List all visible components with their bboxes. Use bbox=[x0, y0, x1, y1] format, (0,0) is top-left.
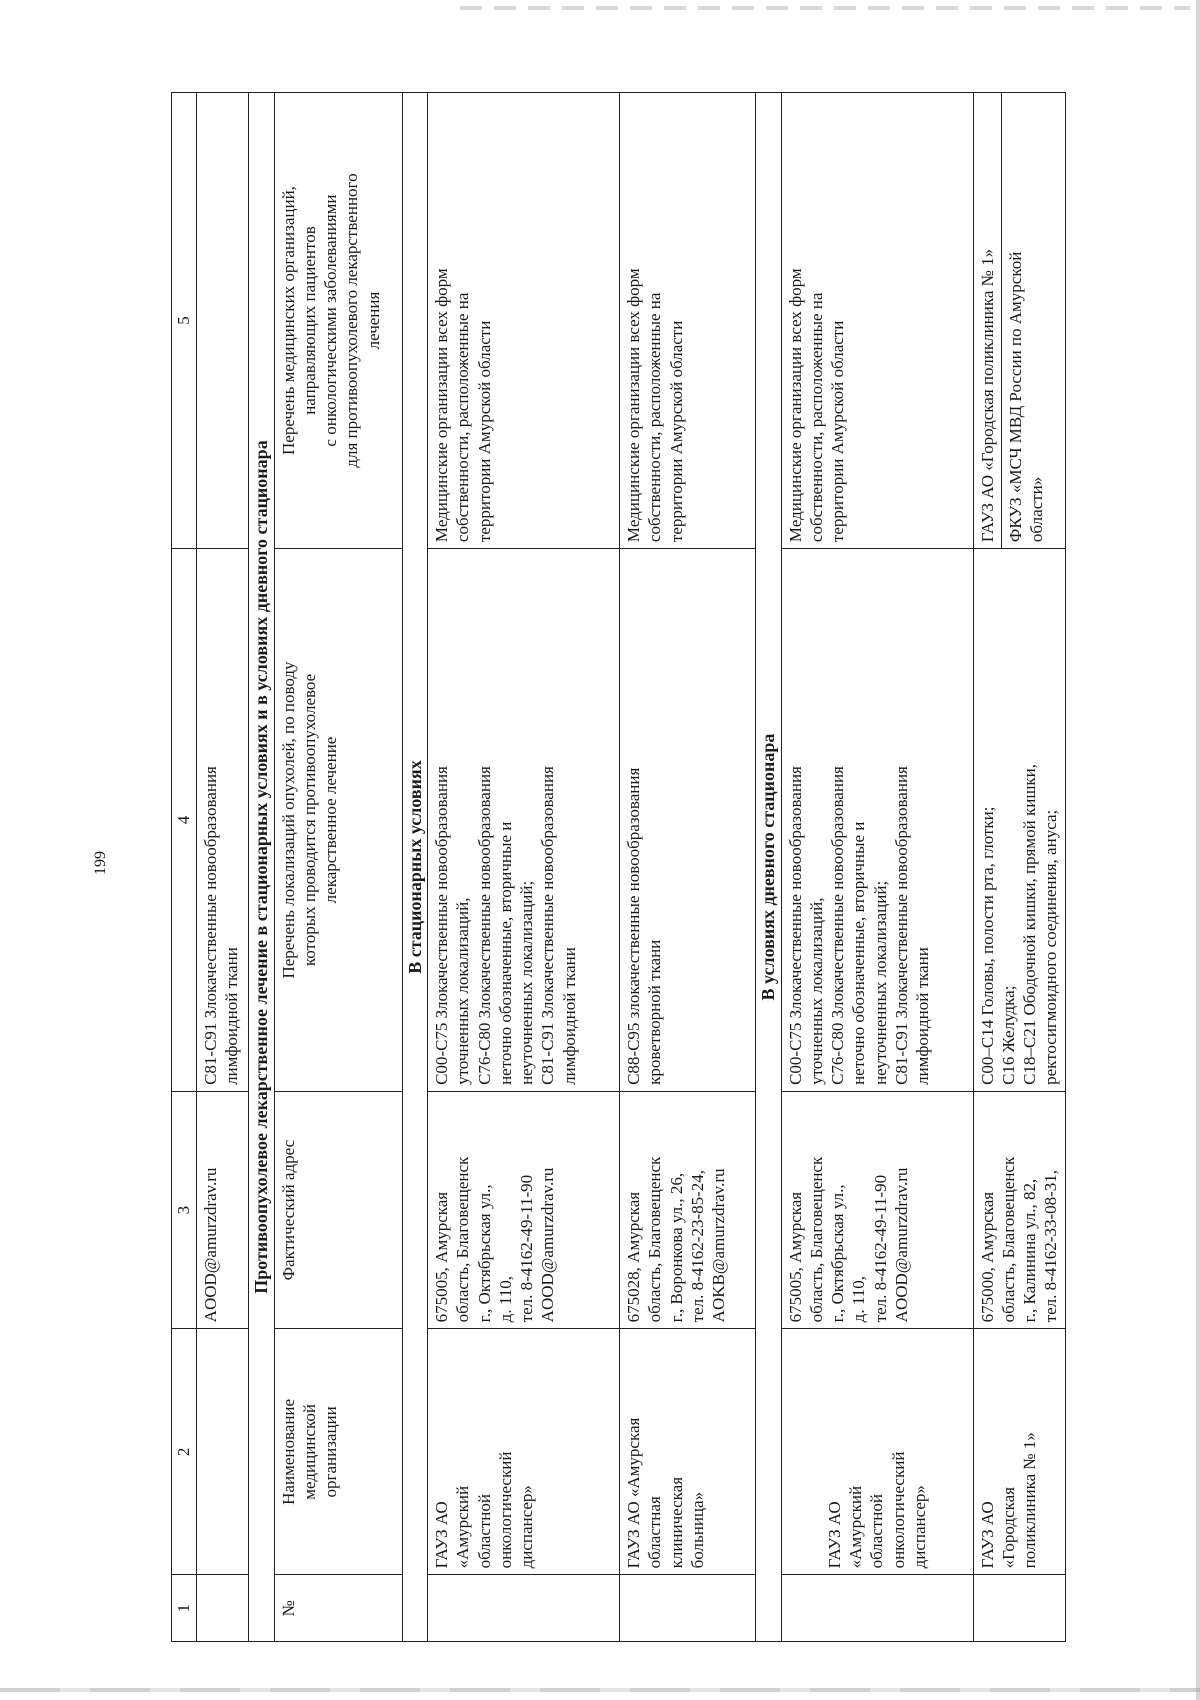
header-number: № bbox=[274, 1575, 402, 1642]
row-number bbox=[428, 1575, 620, 1642]
continuation-email: AOOD@amurzdrav.ru bbox=[197, 1091, 249, 1328]
header-referrers: Перечень медицинских организаций, направляющих пациентов с онкологическими заболеваниями для противоопухолевого лекарственного лечения bbox=[274, 93, 402, 549]
scan-edge-right bbox=[1196, 0, 1200, 1700]
header-localizations: Перечень локализаций опухолей, по поводу которых проводится противоопухолевое лекарственное лечение bbox=[274, 549, 402, 1092]
org-address: 675005, Амурская область, Благовещенск г., Октябрьская ул., д. 110, тел. 8-4162-49-11-90 AOOD@amurzdrav.ru bbox=[428, 1091, 620, 1328]
table-row bbox=[428, 93, 620, 1642]
column-number-row bbox=[172, 93, 197, 1642]
column-number-5: 5 bbox=[172, 93, 197, 549]
referring-organizations: Медицинские организации всех форм собственности, расположенные на территории Амурской области bbox=[428, 93, 620, 549]
referrer-second: ФКУЗ «МСЧ МВД России по Амурской области» bbox=[1005, 251, 1046, 543]
page-number: 199 bbox=[92, 851, 109, 875]
subsection-inpatient-row bbox=[402, 93, 428, 1642]
continuation-row bbox=[197, 93, 249, 1642]
referring-organizations: Медицинские организации всех форм собственности, расположенные на территории Амурской области bbox=[620, 93, 756, 549]
referring-organizations bbox=[973, 93, 1065, 549]
row-number bbox=[620, 1575, 756, 1642]
tumor-localizations: С00-С75 Злокачественные новообразования уточненных локализаций, С76-С80 Злокачественные новообразования неточно обозначенные, вторичные и неуточненных локализаций; С81-С91 Злокачественные новообразования лимфоидной ткани bbox=[428, 549, 620, 1092]
continuation-localization: C81-C91 Злокачественные новообразования лимфоидной ткани bbox=[197, 549, 249, 1092]
continuation-cell-5 bbox=[197, 93, 249, 549]
column-number-3: 3 bbox=[172, 1091, 197, 1328]
org-name: ГАУЗ АО «Амурская областная клиническая больница» bbox=[620, 1329, 756, 1575]
continuation-cell-1 bbox=[197, 1575, 249, 1642]
referring-organizations: Медицинские организации всех форм собственности, расположенные на территории Амурской области bbox=[781, 93, 973, 549]
section-title: Противоопухолевое лекарственное лечение в стационарных условиях и в условиях дневного стационара bbox=[249, 93, 275, 1642]
org-name: ГАУЗ АО «Амурский областной онкологический диспансер» bbox=[428, 1329, 620, 1575]
org-address: 675000, Амурская область, Благовещенск г., Калинина ул., 82, тел. 8-4162-33-08-31, bbox=[973, 1091, 1065, 1328]
column-number-1: 1 bbox=[172, 1575, 197, 1642]
org-address: 675005, Амурская область, Благовещенск г., Октябрьская ул., д. 110, тел. 8-4162-49-11-90 AOOD@amurzdrav.ru bbox=[781, 1091, 973, 1328]
header-address: Фактический адрес bbox=[274, 1091, 402, 1328]
column-number-4: 4 bbox=[172, 549, 197, 1092]
column-number-2: 2 bbox=[172, 1329, 197, 1575]
oncology-table bbox=[171, 92, 1066, 1642]
org-name: ГАУЗ АО «Амурский областной онкологический диспансер» bbox=[781, 1329, 973, 1575]
table-row bbox=[781, 93, 973, 1642]
row-number bbox=[781, 1575, 973, 1642]
subsection-inpatient-title: В стационарных условиях bbox=[402, 93, 428, 1642]
subsection-dayhospital-row bbox=[756, 93, 782, 1642]
subsection-dayhospital-title: В условиях дневного стационара bbox=[756, 93, 782, 1642]
continuation-cell-2 bbox=[197, 1329, 249, 1575]
scan-edge-top bbox=[460, 6, 1190, 10]
section-title-row bbox=[249, 93, 275, 1642]
scan-edge-bottom bbox=[0, 1688, 1200, 1692]
table-row bbox=[973, 93, 1065, 1642]
tumor-localizations: С88-С95 злокачественные новообразования кроветворной ткани bbox=[620, 549, 756, 1092]
org-name: ГАУЗ АО «Городская поликлиника № 1» bbox=[973, 1329, 1065, 1575]
tumor-localizations: С00-С75 Злокачественные новообразования уточненных локализаций, С76-С80 Злокачественные новообразования неточно обозначенные, вторичные и неуточненных локализаций; С81-С91 Злокачественные новообразования лимфоидной ткани bbox=[781, 549, 973, 1092]
tumor-localizations: С00–С14 Головы, полости рта, глотки; С16 Желудка; С18–С21 Ободочной кишки, прямой кишки, ректосигмоидного соединения, ануса; bbox=[973, 549, 1065, 1092]
org-address: 675028, Амурская область, Благовещенск г., Воронкова ул., 26, тел. 8-4162-23-85-24, AOKB@amurzdrav.ru bbox=[620, 1091, 756, 1328]
header-row bbox=[274, 93, 402, 1642]
table-row bbox=[620, 93, 756, 1642]
row-number bbox=[973, 1575, 1065, 1642]
referrer-first: ГАУЗ АО «Городская поликлиника № 1» bbox=[974, 93, 1002, 548]
header-org-name: Наименование медицинской организации bbox=[274, 1329, 402, 1575]
rotated-table-container bbox=[171, 92, 1061, 1642]
